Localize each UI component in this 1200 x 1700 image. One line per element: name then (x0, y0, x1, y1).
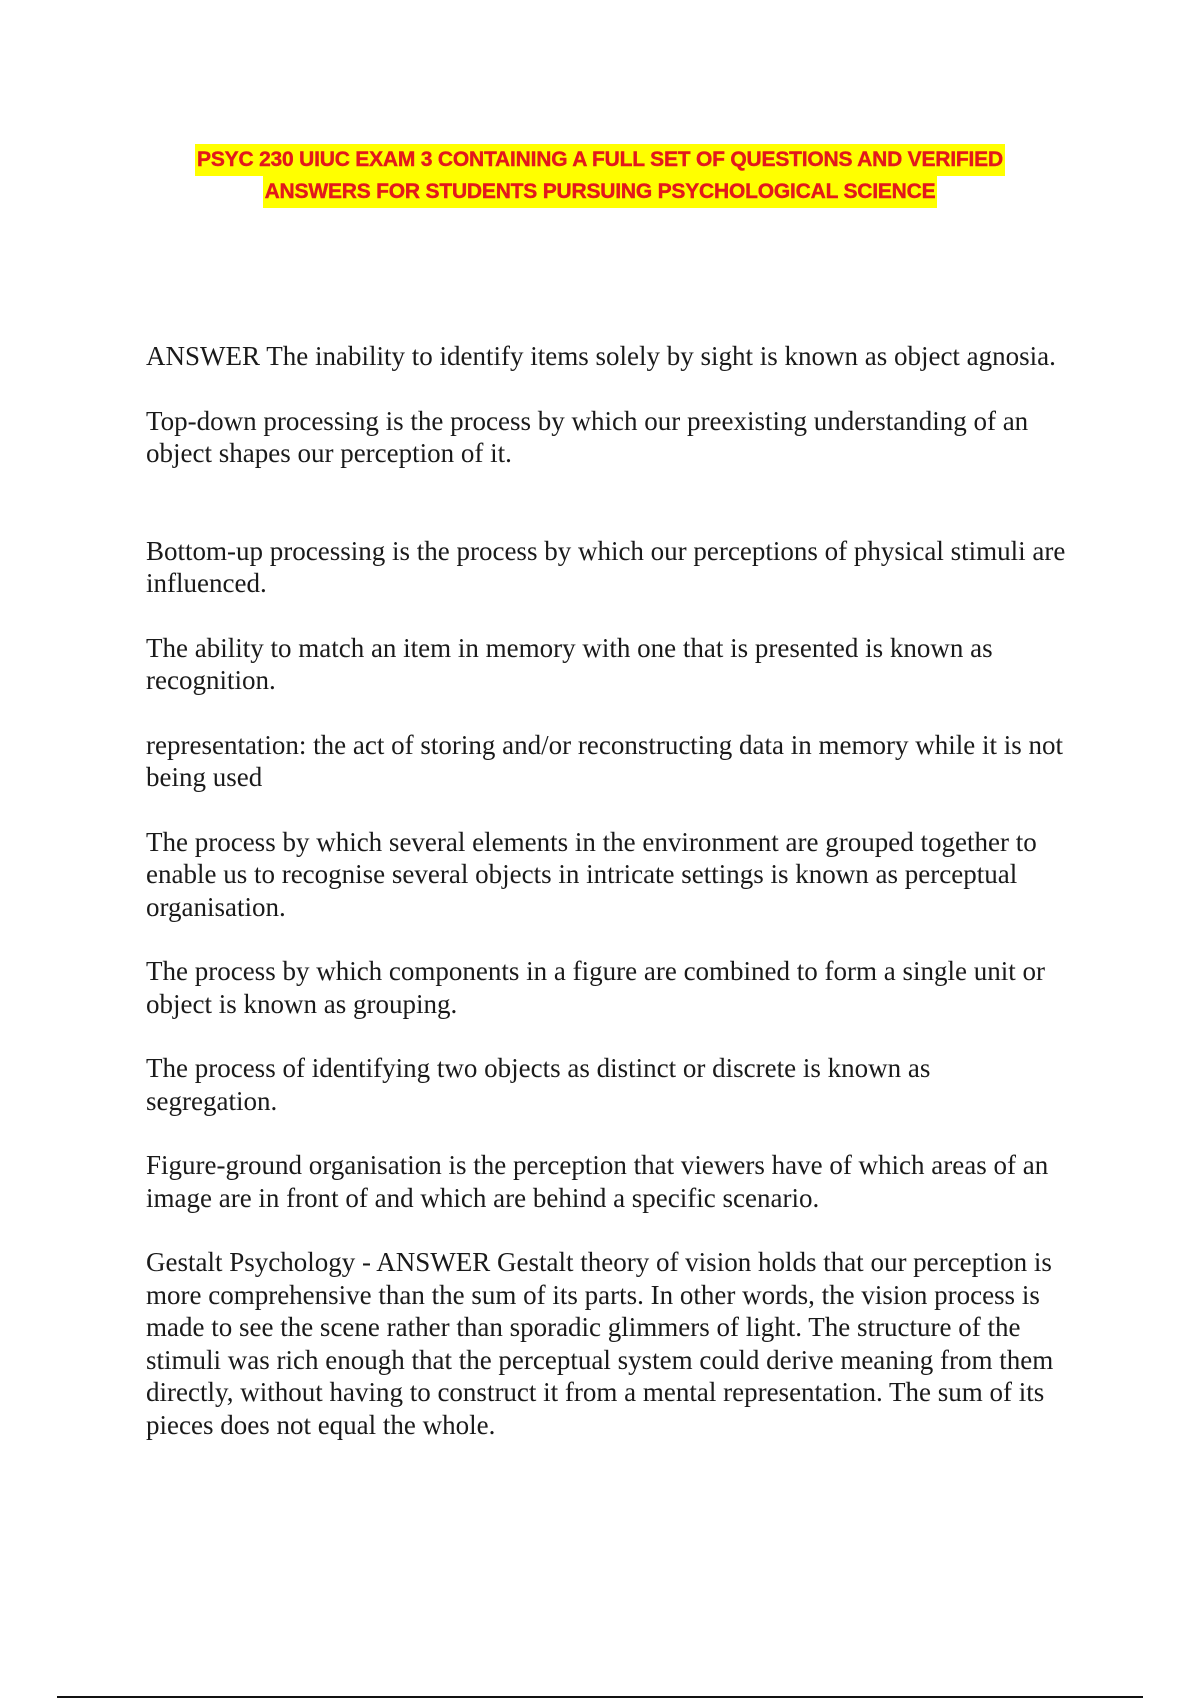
paragraph-bottom-up-processing: Bottom-up processing is the process by which our perceptions of physical stimuli are influenced. (146, 535, 1066, 598)
paragraph-representation: representation: the act of storing and/or reconstructing data in memory while it is not being used (146, 729, 1063, 792)
title-line-1: PSYC 230 UIUC EXAM 3 CONTAINING A FULL SET OF QUESTIONS AND VERIFIED (195, 144, 1005, 176)
paragraph-gestalt-psychology: Gestalt Psychology - ANSWER Gestalt theory of vision holds that our perception is more comprehensive than the sum of its parts. In other words, the vision process is made to see the scene rather than sporadic glimmers of light. The structure of the stimuli was rich enough that the perceptual system could derive meaning from them directly, without having to construct it from a mental representation. The sum of its pieces does not equal the whole. (146, 1247, 1054, 1440)
title-line-2: ANSWERS FOR STUDENTS PURSUING PSYCHOLOGICAL SCIENCE (263, 176, 938, 208)
document-title (0, 144, 1200, 208)
page-bottom-divider (57, 1696, 1143, 1698)
paragraph-object-agnosia: ANSWER The inability to identify items solely by sight is known as object agnosia. (146, 341, 1056, 371)
paragraph-recognition: The ability to match an item in memory with one that is presented is known as recognition. (146, 632, 993, 695)
paragraph-grouping: The process by which components in a figure are combined to form a single unit or object is known as grouping. (146, 956, 1046, 1019)
paragraph-segregation: The process of identifying two objects as distinct or discrete is known as segregation. (146, 1053, 931, 1116)
document-body (146, 340, 1066, 1473)
paragraph-top-down-processing: Top-down processing is the process by which our preexisting understanding of an object shapes our perception of it. (146, 405, 1029, 468)
paragraph-figure-ground: Figure-ground organisation is the perception that viewers have of which areas of an image are in front of and which are behind a specific scenario. (146, 1150, 1049, 1213)
paragraph-perceptual-organisation: The process by which several elements in the environment are grouped together to enable us to recognise several objects in intricate settings is known as perceptual organisation. (146, 826, 1037, 922)
